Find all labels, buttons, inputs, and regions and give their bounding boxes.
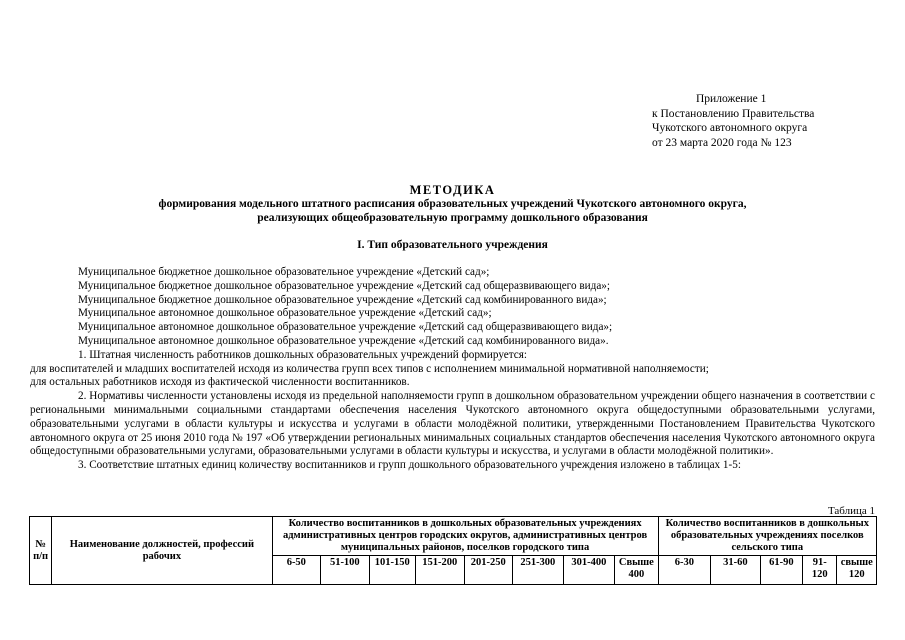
institution-item: Муниципальное автономное дошкольное образовательное учреждение «Детский сад общеразвивающего вида»; (78, 321, 613, 334)
header-rural-range: свыше 120 (837, 556, 877, 585)
header-rural-range: 6-30 (658, 556, 711, 585)
header-rural-group: Количество воспитанников в дошкольных образовательных учреждениях поселков сельского типа (658, 517, 876, 556)
institution-item: Муниципальное автономное дошкольное образовательное учреждение «Детский сад»; (78, 307, 492, 320)
appendix-line-1: Приложение 1 (696, 93, 767, 105)
institution-item: Муниципальное бюджетное дошкольное образовательное учреждение «Детский сад комбинированного вида»; (78, 293, 607, 306)
institution-item: Муниципальное бюджетное дошкольное образовательное учреждение «Детский сад общеразвивающего вида»; (78, 279, 610, 292)
table-label: Таблица 1 (827, 505, 875, 517)
header-urban-range: Свыше 400 (615, 556, 658, 585)
appendix-line-4: от 23 марта 2020 года № 123 (652, 136, 792, 149)
document-subtitle-line-2: реализующих общеобразовательную программу дошкольного образования (257, 212, 648, 224)
paragraph-2: 2. Нормативы численности установлены исходя из предельной наполняемости групп в дошкольном образовательном учреждении общего назначения в соответствии с региональными минимальными социальными стандартами обеспечения населения Чукотского автономного округа общедоступными образовательными услугами, образовательными услугами в области культуры и искусства и услугами в области молодёжной политики, утвержденными Постановлением Правительства Чукотского автономного округа от 25 июня 2010 года № 197 «Об утверждении региональных минимальных социальных стандартов обеспечения населения Чукотского автономного округа общедоступными образовательными услугами, образовательными услугами в области культуры и искусства, и услугами в области молодёжной политики». (30, 390, 875, 458)
document-subtitle-line-1: формирования модельного штатного расписания образовательных учреждений Чукотского автономного округа, (158, 198, 747, 210)
paragraph-1-intro: 1. Штатная численность работников дошкольных образовательных учреждений формируется: (78, 348, 527, 361)
institution-item: Муниципальное автономное дошкольное образовательное учреждение «Детский сад комбинированного вида». (78, 334, 609, 347)
document-body (30, 266, 875, 473)
header-urban-range: 301-400 (563, 556, 615, 585)
header-rural-range: 31-60 (711, 556, 761, 585)
appendix-line-3: Чукотского автономного округа (652, 122, 808, 134)
header-urban-range: 251-300 (513, 556, 564, 585)
header-number: № п/п (30, 517, 52, 585)
section-heading: I. Тип образовательного учреждения (357, 239, 548, 251)
header-urban-range: 151-200 (416, 556, 465, 585)
staffing-table (29, 516, 877, 585)
document-title: МЕТОДИКА (409, 183, 496, 197)
header-rural-range: 61-90 (760, 556, 802, 585)
header-urban-group: Количество воспитанников в дошкольных образовательных учреждениях административных центров городских округов, административных центров муниципальных районов, поселков городского типа (272, 517, 658, 556)
paragraph-1-line-b: для остальных работников исходя из фактической численности воспитанников. (30, 376, 410, 389)
institution-item: Муниципальное бюджетное дошкольное образовательное учреждение «Детский сад»; (78, 266, 490, 278)
header-urban-range: 6-50 (272, 556, 321, 585)
paragraph-3: 3. Соответствие штатных единиц количеству воспитанников и групп дошкольного образовательного учреждения изложено в таблицах 1-5: (78, 459, 741, 472)
paragraph-1-line-a: для воспитателей и младших воспитателей исходя из количества групп всех типов с исполнением минимальной нормативной наполняемости; (30, 362, 709, 375)
header-urban-range: 51-100 (321, 556, 370, 585)
header-position-name: Наименование должностей, профессий рабочих (52, 517, 272, 585)
appendix-line-2: к Постановлению Правительства (652, 107, 815, 120)
header-urban-range: 101-150 (369, 556, 415, 585)
header-urban-range: 201-250 (464, 556, 513, 585)
appendix-header (652, 92, 892, 150)
header-rural-range: 91-120 (803, 556, 837, 585)
